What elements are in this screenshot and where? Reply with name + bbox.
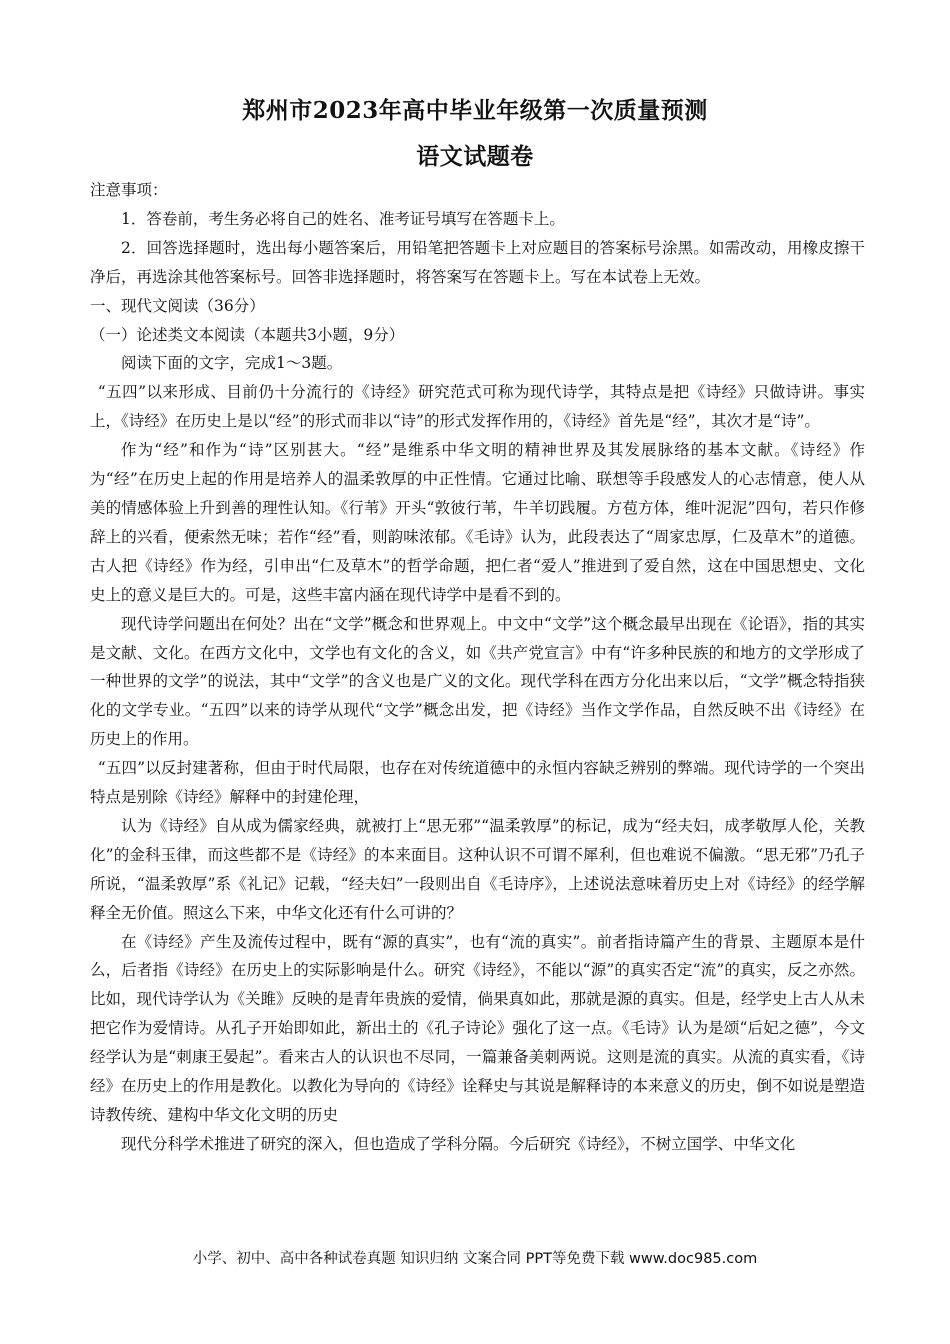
exam-title: 郑州市2023年高中毕业年级第一次质量预测 [242,97,708,124]
notice-heading: 注意事项： [90,181,168,199]
passage-paragraph-6: 在《诗经》产生及流传过程中，既有“源的真实”，也有“流的真实”。前者指诗篇产生的背景、主题原本是什么，后者指《诗经》在历史上的实际影响是什么。研究《诗经》，不能以“源”的真实否定“流”的真实，反之亦然。比如，现代诗学认为《关雎》反映的是青年贵族的爱情，倘果真如此，那就是源的真实。但是，经学史上古人从未把它作为爱情诗。从孔子开始即如此，新出土的《孔子诗论》强化了这一点。《毛诗》认为是颂“后妃之德”，今文经学认为是“刺康王晏起”。看来古人的认识也不尽同，一篇兼备美刺两说。这则是流的真实。从流的真实看，《诗经》在历史上的作用是教化。以教化为导向的《诗经》诠释史与其说是解释诗的本来意义的历史，倒不如说是塑造诗教传统、建构中华文化文明的历史 [90,932,866,1124]
notice-item-2: 2．回答选择题时，选出每小题答案后，用铅笔把答题卡上对应题目的答案标号涂黑。如需改动，用橡皮擦干净后，再选涂其他答案标号。回答非选择题时，将答案写在答题卡上。写在本试卷上无效。 [90,238,865,286]
section-subtitle: （一）论述类文本阅读（本题共3小题，9分） [90,325,405,344]
passage-paragraph-5: 认为《诗经》自从成为儒家经典，就被打上“思无邪”“温柔敦厚”的标记，成为“经夫妇，成孝敬厚人伦，关教化”的金科玉律，而这些都不是《诗经》的本来面目。这种认识不可谓不犀利，但也难说不偏激。“思无邪”乃孔子所说，“温柔敦厚”系《礼记》记载，“经夫妇”一段则出自《毛诗序》，上述说法意味着历史上对《诗经》的经学解释全无价值。照这么下来，中华文化还有什么可讲的？ [90,816,865,922]
reading-instruction: 阅读下面的文字，完成1～3题。 [121,354,343,373]
notice-item-1: 1．答卷前，考生务必将自己的姓名、准考证号填写在答题卡上。 [121,209,565,228]
passage-paragraph-1: “五四”以来形成、目前仍十分流行的《诗经》研究范式可称为现代诗学，其特点是把《诗经》只做诗讲。事实上，《诗经》在历史上是以“经”的形式而非以“诗”的形式发挥作用的，《诗经》首先是“经”，其次才是“诗”。 [90,383,865,431]
exam-body [90,176,865,1159]
exam-subtitle: 语文试题卷 [416,143,534,170]
section-title: 一、现代文阅读（36分） [90,296,265,315]
passage-paragraph-7: 现代分科学术推进了研究的深入，但也造成了学科分隔。今后研究《诗经》，不树立国学、中华文化 [121,1134,796,1153]
page-footer: 小学、初中、高中各种试卷真题 知识归纳 文案合同 PPT等免费下载 www.doc985.com [192,1251,758,1267]
passage-paragraph-3: 现代诗学问题出在何处？出在“文学”概念和世界观上。中文中“文学”这个概念最早出现在《论语》，指的其实是文献、文化。在西方文化中，文学也有文化的含义，如《共产党宣言》中有“许多种民族的和地方的文学形成了一种世界的文学”的说法，其中“文学”的含义也是广义的文化。现代学科在西方分化出来以后，“文学”概念特指狭化的文学专业。“五四”以来的诗学从现代“文学”概念出发，把《诗经》当作文学作品，自然反映不出《诗经》在历史上的作用。 [90,614,865,749]
passage-paragraph-2: 作为“经”和作为“诗”区别甚大。“经”是维系中华文明的精神世界及其发展脉络的基本文献。《诗经》作为“经”在历史上起的作用是培养人的温柔敦厚的中正性情。它通过比喻、联想等手段感发人的心志情意，使人从美的情感体验上升到善的理性认知。《行苇》开头“敦彼行苇，牛羊切践履。方苞方体，维叶泥泥”四句，若只作修辞上的兴看，便索然无味；若作“经”看，则韵味浓郁。《毛诗》认为，此段表达了“周家忠厚，仁及草木”的道德。古人把《诗经》作为经，引申出“仁及草木”的哲学命题，把仁者“爱人”推进到了爱自然，这在中国思想史、文化史上的意义是巨大的。可是，这些丰富内涵在现代诗学中是看不到的。 [90,441,865,604]
passage-paragraph-4: “五四”以反封建著称，但由于时代局限，也存在对传统道德中的永恒内容缺乏辨别的弊端。现代诗学的一个突出特点是别除《诗经》解释中的封建伦理， [90,759,865,807]
